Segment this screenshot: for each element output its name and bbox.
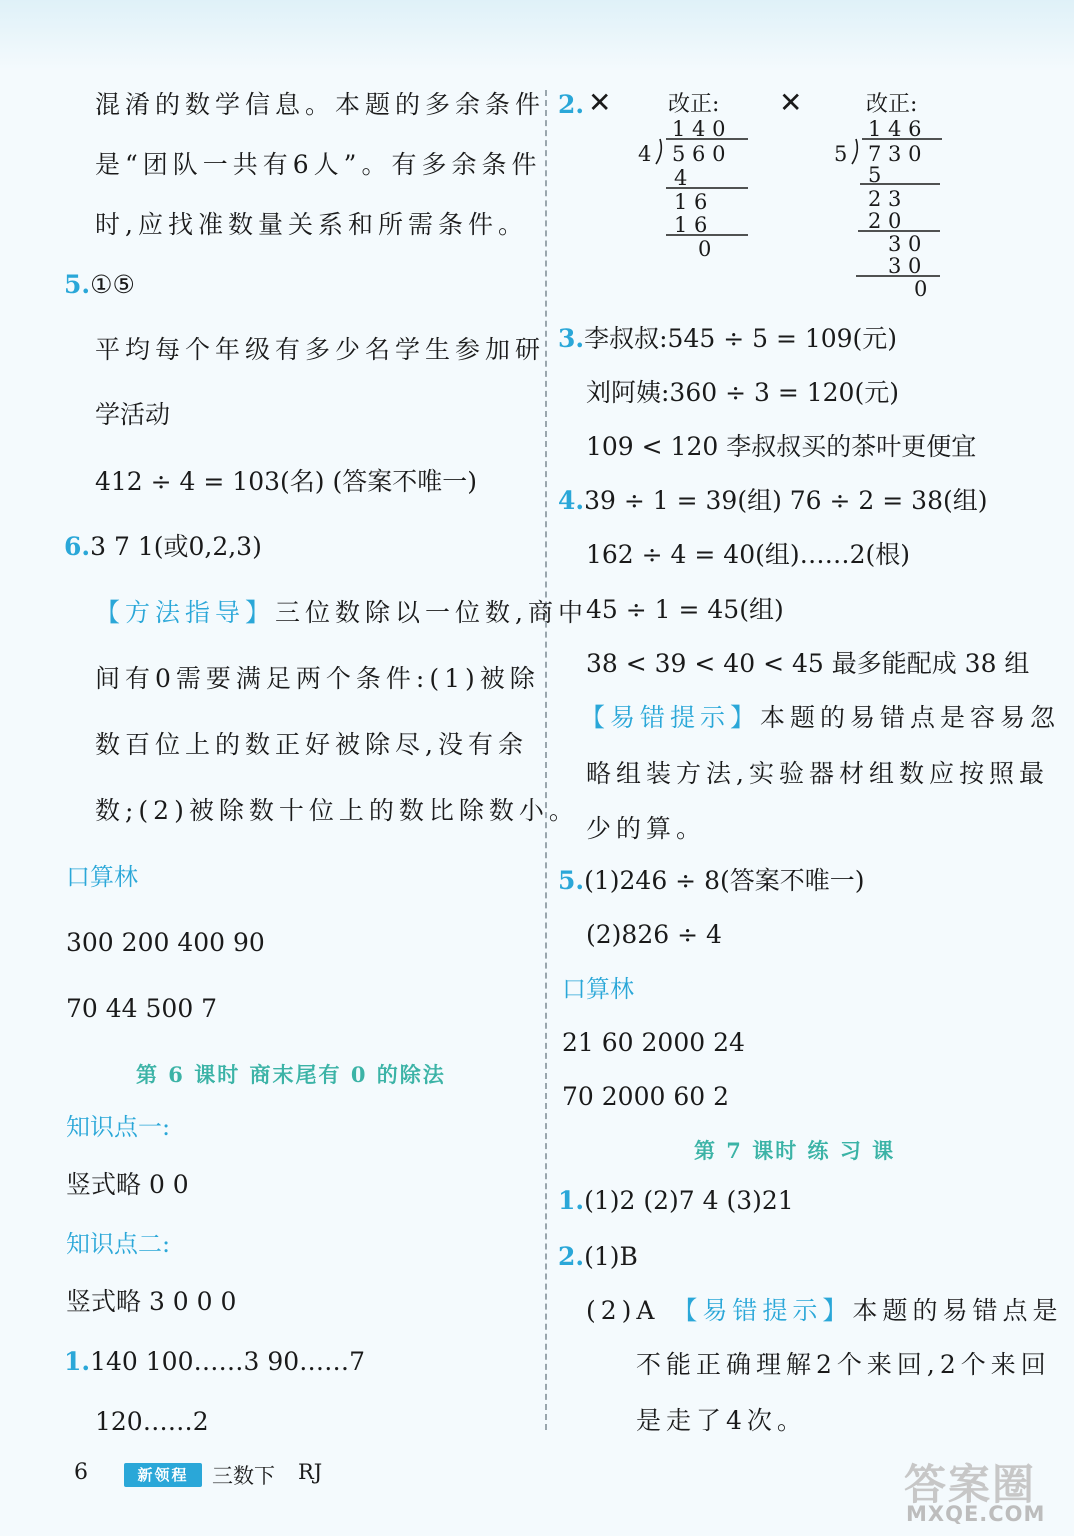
answer: 李叔叔:545 ÷ 5 = 109(元) [584, 324, 898, 353]
question-number: 6. [64, 532, 91, 561]
footer-subject: 三数下 [212, 1464, 275, 1488]
answer: ①⑤ [90, 270, 135, 299]
right-practice-2-line-2 [586, 1294, 1062, 1328]
right-q3-line-3: 109 < 120 李叔叔买的茶叶更便宜 [586, 432, 977, 461]
long-division-1 [630, 116, 760, 266]
left-question-6 [64, 530, 262, 564]
division-bracket [656, 139, 661, 164]
question-number: 1. [64, 1347, 91, 1376]
quotient: 1 4 0 [672, 117, 726, 141]
method-guide-tag: 【方法指导】 [95, 598, 276, 627]
left-q6-line-1 [95, 596, 588, 630]
left-mental-math-row-2: 70 44 500 7 [66, 994, 218, 1023]
answer: 39 ÷ 1 = 39(组) 76 ÷ 2 = 38(组) [584, 486, 988, 515]
column-divider [545, 90, 547, 1430]
remainder: 0 [698, 237, 712, 261]
text: 本题的易错点是容易忽 [760, 703, 1061, 732]
right-q4-line-3: 45 ÷ 1 = 45(组) [586, 595, 784, 624]
knowledge-point-2-heading: 知识点二: [66, 1230, 171, 1258]
right-question-3 [558, 322, 897, 356]
step-3: 2 0 [868, 209, 902, 233]
correction-label-2: 改正: [866, 92, 918, 117]
right-practice-2 [558, 1240, 638, 1274]
right-mental-math-row-1: 21 60 2000 24 [562, 1028, 745, 1057]
question-number: 3. [558, 324, 585, 353]
right-practice-1 [558, 1184, 794, 1218]
knowledge-point-1-answer: 竖式略 0 0 [66, 1170, 189, 1199]
left-exercise-1-line-2: 120……2 [95, 1407, 209, 1436]
question-number: 5. [558, 866, 585, 895]
right-question-4 [558, 484, 988, 518]
knowledge-point-1-heading: 知识点一: [66, 1113, 171, 1141]
left-q5-line-3: 412 ÷ 4 = 103(名) (答案不唯一) [95, 467, 477, 496]
remainder: 0 [914, 277, 928, 301]
answer: 140 100……3 90……7 [90, 1347, 366, 1376]
right-q4-tip-line-2: 略组装方法,实验器材组数应按照最 [586, 759, 1049, 788]
left-q6-line-2: 间有0需要满足两个条件:(1)被除 [95, 664, 540, 693]
question-number: 5. [64, 270, 91, 299]
divisor: 5 [834, 142, 848, 166]
step-3: 1 6 [674, 213, 708, 237]
long-division-2 [826, 116, 956, 306]
answer: (2)A [586, 1296, 660, 1325]
quotient: 1 4 6 [868, 117, 922, 141]
left-mental-math-row-1: 300 200 400 90 [66, 928, 265, 957]
step-1: 5 [868, 163, 882, 187]
right-q4-tip-line-3: 少的算。 [586, 814, 707, 843]
lesson-6-heading: 第 6 课时 商末尾有 0 的除法 [136, 1062, 446, 1087]
brand-badge: 新领程 [124, 1463, 202, 1487]
right-practice-2-line-3: 不能正确理解2个来回,2个来回 [636, 1350, 1051, 1379]
left-paragraph-line-3: 时,应找准数量关系和所需条件。 [95, 210, 528, 239]
answer: (1)2 (2)7 4 (3)21 [584, 1186, 794, 1215]
dividend: 7 3 0 [868, 142, 922, 166]
left-q6-line-3: 数百位上的数正好被除尽,没有余 [95, 730, 528, 759]
top-band [0, 0, 1074, 70]
answer: 3 7 1(或0,2,3) [90, 532, 262, 561]
dividend: 5 6 0 [672, 142, 726, 166]
question-number: 2. [558, 90, 585, 119]
left-paragraph-line-1: 混淆的数学信息。本题的多余条件 [95, 90, 546, 119]
text: 本题的易错点是 [852, 1296, 1063, 1325]
right-q4-tip-line-1 [580, 701, 1060, 735]
question-number: 2. [558, 1242, 585, 1271]
step-4: 3 0 [888, 232, 922, 256]
left-paragraph-line-2: 是“团队一共有6人”。有多余条件 [95, 150, 542, 179]
answer: (1)B [584, 1242, 638, 1271]
footer-edition: RJ [298, 1460, 323, 1484]
text: 三位数除以一位数,商中 [275, 598, 588, 627]
wrong-mark-icon: ✕ [779, 86, 803, 119]
left-exercise-1 [64, 1345, 365, 1379]
left-mental-math-heading: 口算林 [66, 863, 138, 891]
watermark-text: 答案圈 [904, 1460, 1037, 1509]
step-2: 2 3 [868, 187, 902, 211]
wrong-mark-icon: ✕ [588, 86, 612, 119]
right-q5-line-2: (2)826 ÷ 4 [586, 920, 722, 949]
step-5: 3 0 [888, 254, 922, 278]
question-number: 4. [558, 486, 585, 515]
answer: (1)246 ÷ 8(答案不唯一) [584, 866, 865, 895]
watermark-url: MXQE.COM [906, 1502, 1046, 1526]
lesson-7-heading: 第 7 课时 练 习 课 [694, 1138, 896, 1163]
step-1: 4 [674, 166, 688, 190]
left-question-5 [64, 268, 135, 302]
right-q3-line-2: 刘阿姨:360 ÷ 3 = 120(元) [586, 378, 899, 407]
left-q5-line-2: 学活动 [95, 400, 171, 429]
right-mental-math-row-2: 70 2000 60 2 [562, 1082, 729, 1111]
error-tip-tag: 【易错提示】 [580, 703, 761, 732]
right-question-2 [558, 88, 584, 122]
left-q5-line-1: 平均每个年级有多少名学生参加研 [95, 335, 546, 364]
right-mental-math-heading: 口算林 [562, 975, 634, 1003]
knowledge-point-2-answer: 竖式略 3 0 0 0 [66, 1287, 237, 1316]
right-question-5 [558, 864, 865, 898]
step-2: 1 6 [674, 190, 708, 214]
error-tip-tag: 【易错提示】 [672, 1296, 853, 1325]
division-bracket [852, 139, 857, 164]
correction-label-1: 改正: [668, 92, 720, 117]
right-q4-line-4: 38 < 39 < 40 < 45 最多能配成 38 组 [586, 649, 1030, 678]
question-number: 1. [558, 1186, 585, 1215]
watermark-logo [898, 1452, 1064, 1532]
right-q4-line-2: 162 ÷ 4 = 40(组)……2(根) [586, 540, 911, 569]
page-number: 6 [74, 1460, 88, 1485]
left-q6-line-4: 数;(2)被除数十位上的数比除数小。 [95, 796, 579, 825]
divisor: 4 [638, 142, 652, 166]
right-practice-2-line-4: 是走了4次。 [636, 1406, 807, 1435]
